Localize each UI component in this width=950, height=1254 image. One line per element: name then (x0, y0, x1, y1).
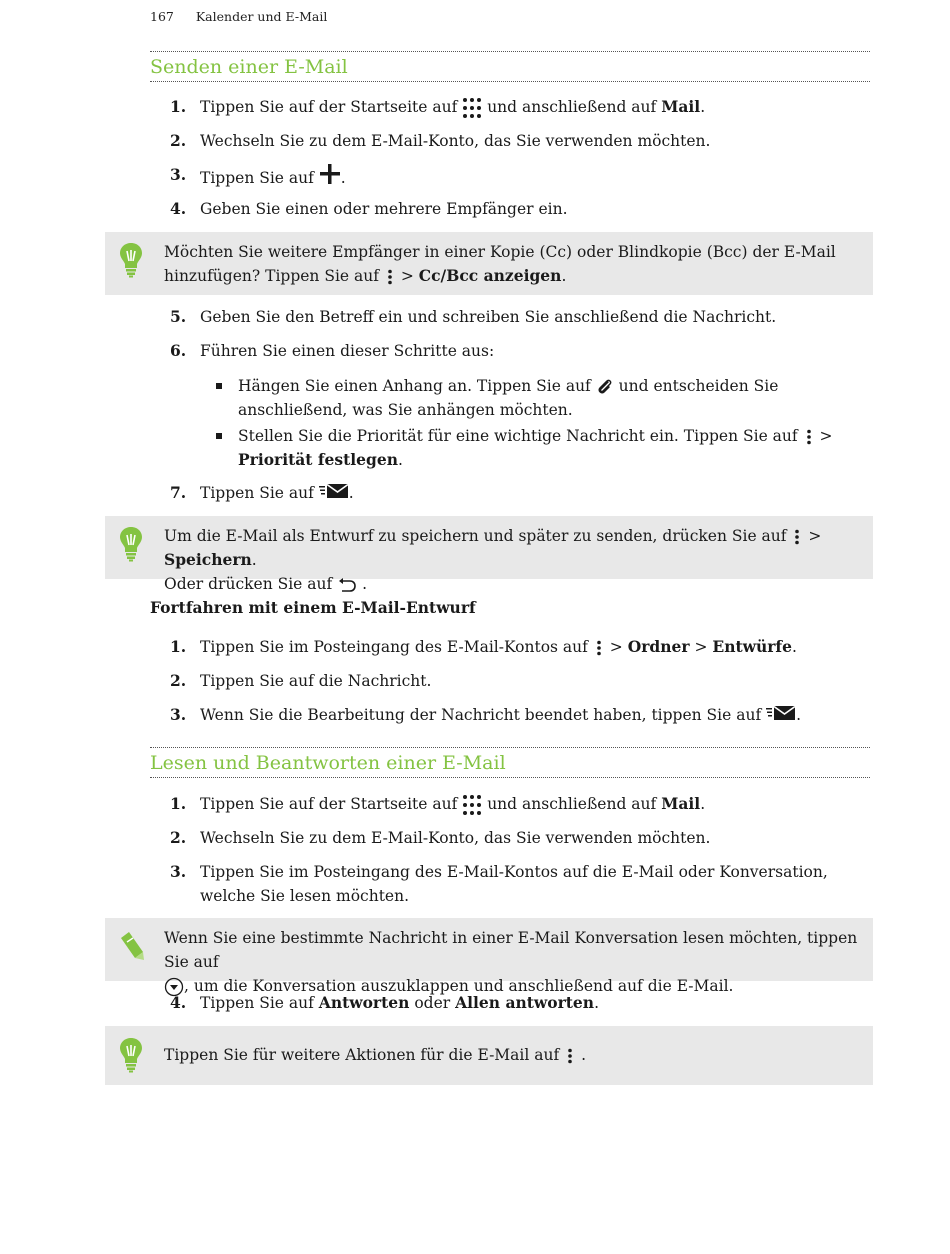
menu-item-label: Cc/Bcc anzeigen (418, 266, 562, 285)
step-text: Geben Sie den Betreff ein und schreiben Sie anschließend die Nachricht. (200, 308, 777, 326)
step-text-part: > (694, 638, 708, 656)
menu-item-label: Ordner (627, 637, 690, 656)
step-number: 2. (170, 828, 187, 847)
subheading-draft: Fortfahren mit einem E-Mail-Entwurf (150, 598, 476, 617)
bullet-text-part: Stellen Sie die Priorität für eine wichtige Nachricht ein. Tippen Sie auf (238, 427, 798, 445)
tip-text-part: . (581, 1046, 587, 1064)
step-text-part: . (348, 484, 354, 502)
lightbulb-icon (119, 526, 143, 562)
step-text-part: oder (414, 994, 451, 1012)
step-number: 4. (170, 993, 187, 1012)
step-number: 4. (170, 199, 187, 218)
bullet-marker (216, 383, 222, 389)
tip-text-part: > (808, 527, 822, 545)
step-text (200, 163, 870, 190)
lightbulb-icon (119, 242, 143, 278)
step-text (200, 481, 870, 505)
note-box (105, 918, 873, 995)
chapter-title: Kalender und E-Mail (195, 9, 328, 24)
step-text-part: . (594, 994, 599, 1012)
more-vertical-icon (803, 429, 815, 445)
tip-text-part: . (251, 551, 257, 569)
apps-grid-icon (462, 97, 482, 119)
step-number: 1. (170, 97, 187, 116)
send-icon (319, 483, 349, 499)
step-number: 6. (170, 341, 187, 360)
more-vertical-icon (384, 269, 396, 285)
tip-text-part: Tippen Sie für weitere Aktionen für die E-Mail auf (164, 1046, 560, 1064)
mail-app-label: Mail (661, 97, 701, 116)
page-header (150, 9, 327, 24)
tip-text-part: . (561, 267, 567, 285)
bullet-text (238, 424, 870, 472)
send-icon (766, 705, 796, 721)
step-text-part: Tippen Sie auf (200, 994, 314, 1012)
menu-item-label: Entwürfe (712, 637, 792, 656)
step-text-part: Tippen Sie auf der Startseite auf (200, 98, 458, 116)
step-text (200, 635, 870, 659)
step-number: 5. (170, 307, 187, 326)
step-text-part: und anschließend auf (487, 795, 657, 813)
step-number: 3. (170, 165, 187, 184)
reply-all-label: Allen antworten (455, 993, 595, 1012)
page-number: 167 (150, 9, 174, 24)
section-heading-send-email: Senden einer E-Mail (150, 51, 870, 82)
step-text-part: . (700, 98, 706, 116)
tip-text (164, 240, 864, 288)
step-number: 3. (170, 862, 187, 881)
step-text-part: Tippen Sie auf (200, 169, 314, 187)
note-text-part: Wenn Sie eine bestimmte Nachricht in einer E-Mail Konversation lesen möchten, tippen Sie auf (164, 929, 858, 971)
pencil-note-icon (119, 930, 147, 962)
step-text-part: und anschließend auf (487, 98, 657, 116)
bullet-text (238, 374, 870, 422)
bullet-text-part: . (398, 451, 403, 469)
step-number: 1. (170, 794, 187, 813)
step-text-part: > (609, 638, 623, 656)
bullet-text-part: und entscheiden Sie anschließend, was Sie anhängen möchten. (238, 377, 779, 419)
reply-label: Antworten (318, 993, 410, 1012)
step-number: 3. (170, 705, 187, 724)
step-number: 2. (170, 131, 187, 150)
note-text (164, 926, 864, 998)
step-text: Führen Sie einen dieser Schritte aus: (200, 342, 495, 360)
tip-box (105, 516, 873, 593)
apps-grid-icon (462, 794, 482, 816)
tip-text-part: Möchten Sie weitere Empfänger in einer Kopie (Cc) oder Blindkopie (Bcc) der E-Mail hinzufügen? Tippen Sie auf (164, 243, 836, 285)
bullet-text-part: Hängen Sie einen Anhang an. Tippen Sie auf (238, 377, 591, 395)
paperclip-icon (596, 378, 614, 396)
lightbulb-icon (119, 1037, 143, 1073)
step-text-part: Tippen Sie auf (200, 484, 314, 502)
tip-text-part: Oder drücken Sie auf (164, 575, 333, 593)
step-text (200, 991, 870, 1015)
step-text (200, 703, 870, 727)
step-number: 7. (170, 483, 187, 502)
tip-text-part: . (362, 575, 368, 593)
step-text: Tippen Sie auf die Nachricht. (200, 672, 432, 690)
step-text-part: Tippen Sie auf der Startseite auf (200, 795, 458, 813)
step-number: 2. (170, 671, 187, 690)
back-icon (337, 577, 357, 593)
mail-app-label: Mail (661, 794, 701, 813)
tip-text (164, 1043, 864, 1067)
tip-text-part: > (400, 267, 414, 285)
step-text: Geben Sie einen oder mehrere Empfänger ein. (200, 200, 568, 218)
step-text: Wechseln Sie zu dem E-Mail-Konto, das Sie verwenden möchten. (200, 829, 711, 847)
step-text-part: . (791, 638, 797, 656)
menu-item-label: Priorität festlegen (238, 450, 398, 469)
tip-box (105, 1026, 873, 1085)
step-text: Wechseln Sie zu dem E-Mail-Konto, das Sie verwenden möchten. (200, 132, 711, 150)
step-text-part: . (340, 169, 346, 187)
bullet-text-part: > (819, 427, 833, 445)
tip-box (105, 232, 873, 295)
plus-icon (319, 163, 341, 185)
note-text-part: , um die Konversation auszuklappen und anschließend auf die E-Mail. (184, 977, 734, 995)
step-text (200, 792, 870, 816)
more-vertical-icon (564, 1048, 576, 1064)
step-text: Tippen Sie im Posteingang des E-Mail-Kontos auf die E-Mail oder Konversation, welche Sie lesen möchten. (200, 863, 828, 905)
step-text-part: . (700, 795, 706, 813)
step-text-part: . (796, 706, 802, 724)
tip-text (164, 524, 864, 596)
section-heading-read-reply: Lesen und Beantworten einer E-Mail (150, 747, 870, 778)
tip-text-part: Um die E-Mail als Entwurf zu speichern und später zu senden, drücken Sie auf (164, 527, 787, 545)
menu-item-label: Speichern (164, 550, 252, 569)
more-vertical-icon (791, 529, 803, 545)
step-text-part: Wenn Sie die Bearbeitung der Nachricht beendet haben, tippen Sie auf (200, 706, 762, 724)
step-text (200, 95, 870, 119)
bullet-marker (216, 433, 222, 439)
step-text-part: Tippen Sie im Posteingang des E-Mail-Kontos auf (200, 638, 588, 656)
more-vertical-icon (593, 640, 605, 656)
step-number: 1. (170, 637, 187, 656)
